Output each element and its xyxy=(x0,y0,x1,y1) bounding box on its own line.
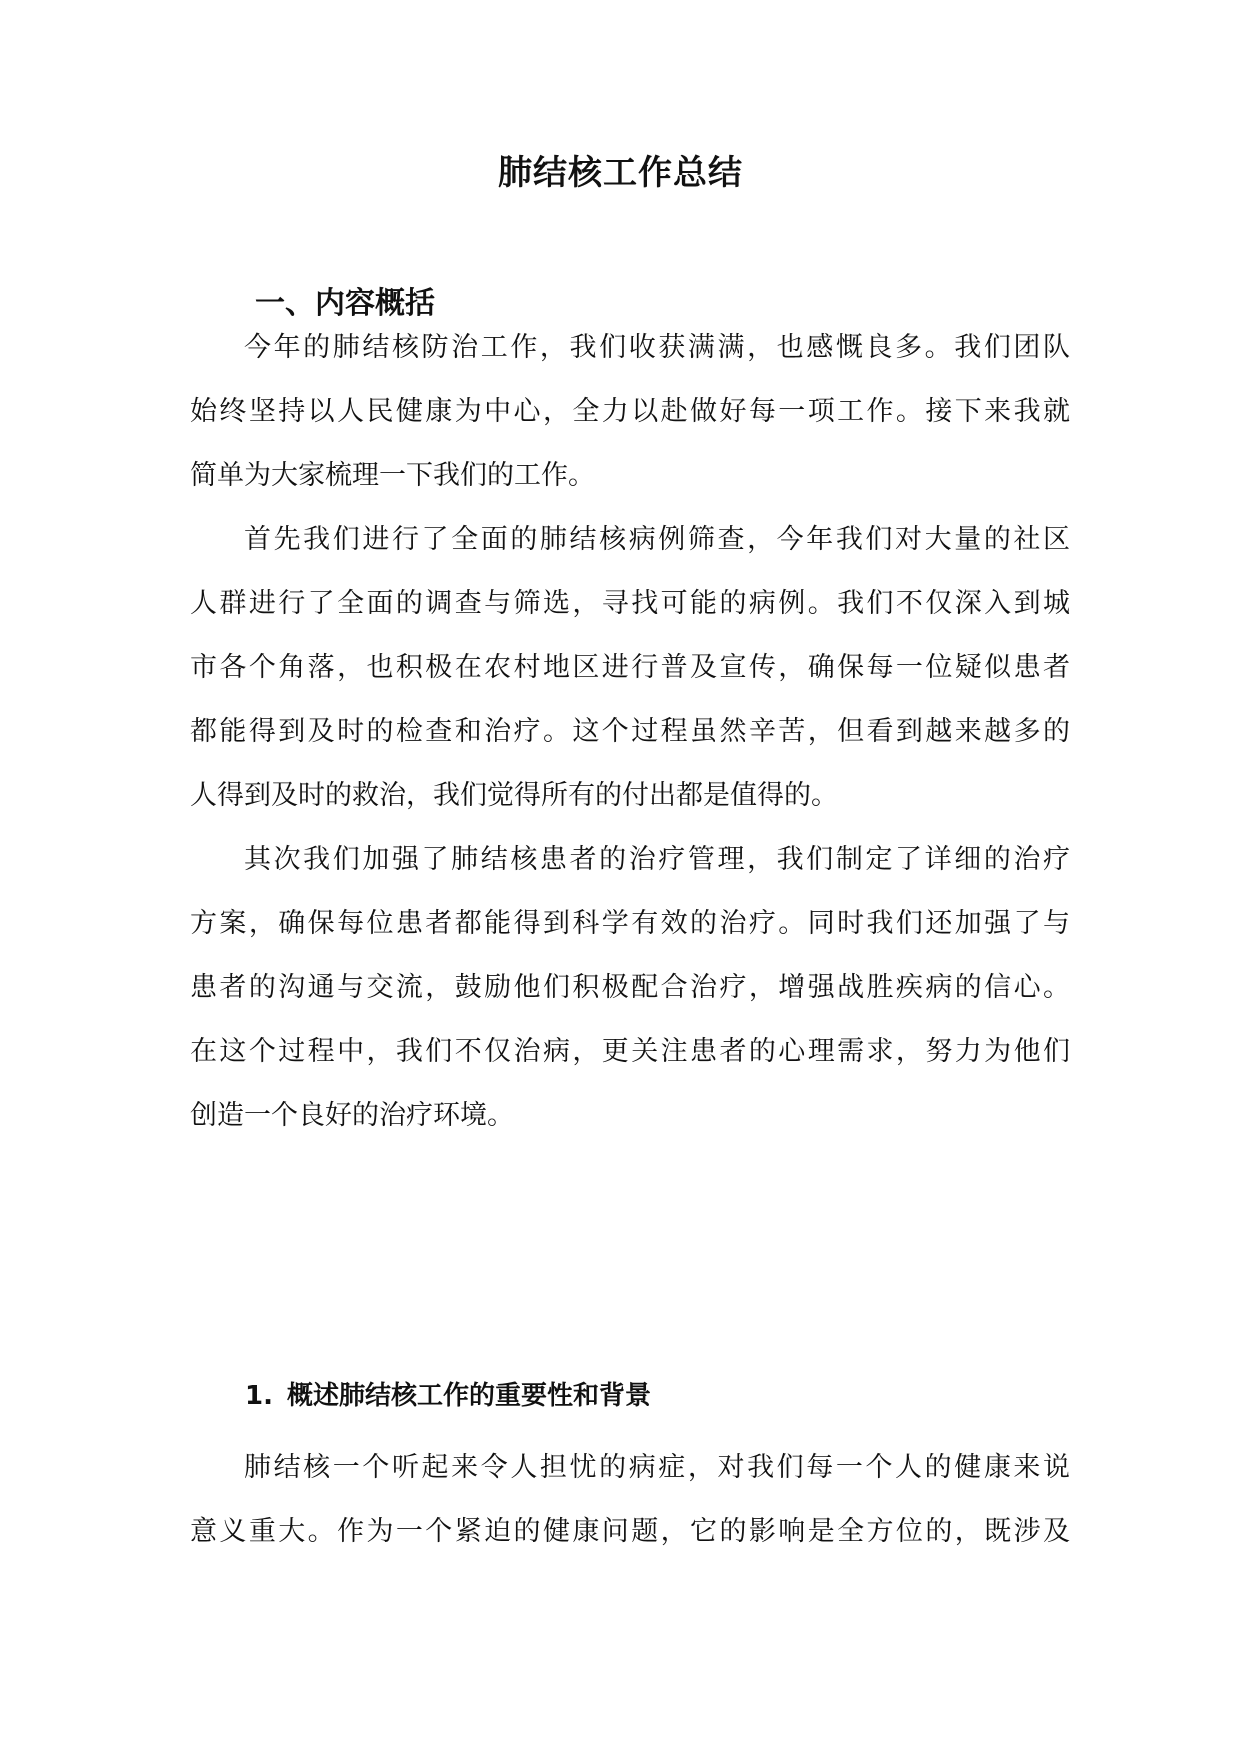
paragraph-line: 人得到及时的救治，我们觉得所有的付出都是值得的。 xyxy=(190,780,838,811)
document-title: 肺结核工作总结 xyxy=(498,153,743,193)
paragraph-line: 首先我们进行了全面的肺结核病例筛查，今年我们对大量的社区 xyxy=(244,524,1070,555)
paragraph-line: 都能得到及时的检查和治疗。这个过程虽然辛苦，但看到越来越多的 xyxy=(190,716,1070,747)
paragraph-line: 方案，确保每位患者都能得到科学有效的治疗。同时我们还加强了与 xyxy=(190,908,1070,939)
subsection-number: 1. xyxy=(245,1381,273,1411)
subsection-heading xyxy=(245,1376,651,1416)
paragraph-line: 简单为大家梳理一下我们的工作。 xyxy=(190,460,595,491)
paragraph-line: 肺结核一个听起来令人担忧的病症，对我们每一个人的健康来说 xyxy=(244,1452,1070,1483)
paragraph-line: 患者的沟通与交流，鼓励他们积极配合治疗，增强战胜疾病的信心。 xyxy=(190,972,1070,1003)
paragraph-line: 始终坚持以人民健康为中心，全力以赴做好每一项工作。接下来我就 xyxy=(190,396,1070,427)
paragraph-line: 其次我们加强了肺结核患者的治疗管理，我们制定了详细的治疗 xyxy=(244,844,1070,875)
paragraph-line: 在这个过程中，我们不仅治病，更关注患者的心理需求，努力为他们 xyxy=(190,1036,1070,1067)
subsection-title: 概述肺结核工作的重要性和背景 xyxy=(286,1381,651,1411)
paragraph-line: 市各个角落，也积极在农村地区进行普及宣传，确保每一位疑似患者 xyxy=(190,652,1070,683)
paragraph-line: 意义重大。作为一个紧迫的健康问题，它的影响是全方位的，既涉及 xyxy=(190,1516,1070,1547)
paragraph-line: 人群进行了全面的调查与筛选，寻找可能的病例。我们不仅深入到城 xyxy=(190,588,1070,619)
paragraph-line: 今年的肺结核防治工作，我们收获满满，也感慨良多。我们团队 xyxy=(244,332,1070,363)
paragraph-line: 创造一个良好的治疗环境。 xyxy=(190,1100,514,1131)
section-heading: 一、内容概括 xyxy=(255,286,435,321)
